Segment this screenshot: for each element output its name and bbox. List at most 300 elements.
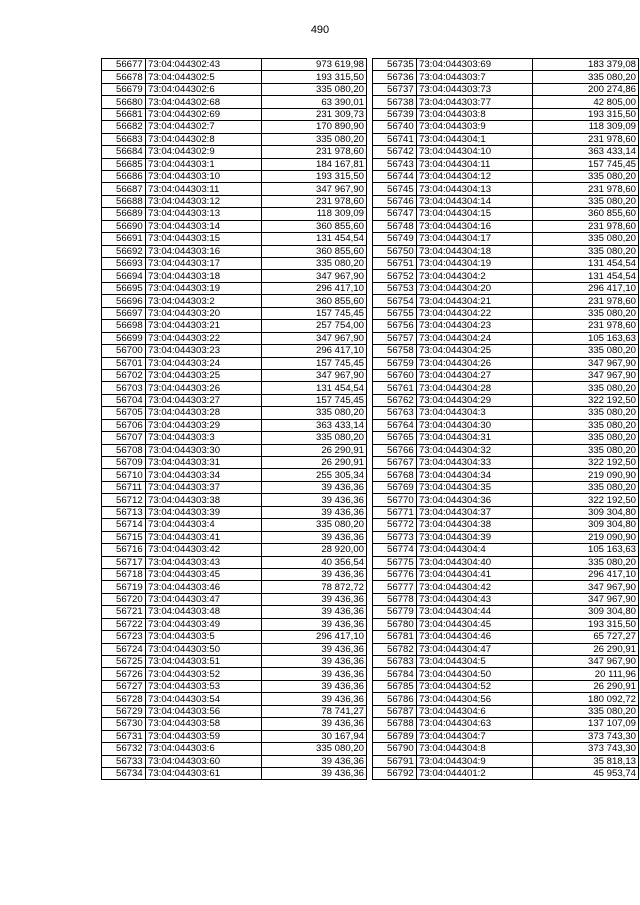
cadastral-number-cell: 73:04:044304:42 [417,581,533,593]
row-number-cell: 56712 [102,494,146,506]
cadastral-value-cell: 184 167,81 [262,158,367,170]
cadastral-value-cell: 20 111,96 [533,668,639,680]
cadastral-number-cell: 73:04:044304:27 [417,369,533,381]
table-row [373,631,639,643]
cadastral-value-cell: 335 080,20 [533,170,639,182]
row-number-cell: 56739 [373,108,417,120]
table-row [373,83,639,95]
land-value-table-right [372,58,639,780]
table-row [102,195,367,207]
cadastral-number-cell: 73:04:044304:17 [417,233,533,245]
cadastral-value-cell: 39 436,36 [262,618,367,630]
cadastral-number-cell: 73:04:044303:12 [146,195,262,207]
cadastral-number-cell: 73:04:044303:17 [146,258,262,270]
row-number-cell: 56703 [102,382,146,394]
table-row [102,146,367,158]
row-number-cell: 56710 [102,469,146,481]
table-row [373,245,639,257]
table-row [102,208,367,220]
cadastral-value-cell: 335 080,20 [533,195,639,207]
cadastral-number-cell: 73:04:044303:1 [146,158,262,170]
table-row [373,743,639,755]
table-row [373,183,639,195]
row-number-cell: 56754 [373,295,417,307]
cadastral-number-cell: 73:04:044303:37 [146,481,262,493]
row-number-cell: 56711 [102,481,146,493]
cadastral-number-cell: 73:04:044303:56 [146,705,262,717]
table-row [102,743,367,755]
row-number-cell: 56690 [102,220,146,232]
cadastral-number-cell: 73:04:044303:42 [146,544,262,556]
table-row [102,593,367,605]
row-number-cell: 56694 [102,270,146,282]
cadastral-number-cell: 73:04:044303:16 [146,245,262,257]
table-row [373,195,639,207]
cadastral-value-cell: 335 080,20 [262,743,367,755]
row-number-cell: 56679 [102,83,146,95]
cadastral-value-cell: 131 454,54 [533,270,639,282]
cadastral-number-cell: 73:04:044303:7 [417,71,533,83]
cadastral-number-cell: 73:04:044304:47 [417,643,533,655]
row-number-cell: 56708 [102,444,146,456]
table-row [102,556,367,568]
cadastral-value-cell: 63 390,01 [262,96,367,108]
cadastral-value-cell: 335 080,20 [533,345,639,357]
cadastral-number-cell: 73:04:044303:52 [146,668,262,680]
table-row [102,531,367,543]
cadastral-value-cell: 335 080,20 [533,481,639,493]
row-number-cell: 56774 [373,544,417,556]
row-number-cell: 56677 [102,59,146,71]
cadastral-value-cell: 39 436,36 [262,680,367,692]
cadastral-value-cell: 360 855,60 [262,220,367,232]
table-row [373,494,639,506]
cadastral-value-cell: 347 967,90 [262,183,367,195]
cadastral-number-cell: 73:04:044304:11 [417,158,533,170]
table-row [102,705,367,717]
table-row [373,357,639,369]
cadastral-value-cell: 193 315,50 [262,170,367,182]
row-number-cell: 56687 [102,183,146,195]
table-row [373,146,639,158]
cadastral-number-cell: 73:04:044304:15 [417,208,533,220]
table-row [102,320,367,332]
cadastral-number-cell: 73:04:044303:2 [146,295,262,307]
row-number-cell: 56770 [373,494,417,506]
cadastral-number-cell: 73:04:044302:8 [146,133,262,145]
cadastral-value-cell: 335 080,20 [533,71,639,83]
cadastral-value-cell: 335 080,20 [533,444,639,456]
row-number-cell: 56787 [373,705,417,717]
cadastral-number-cell: 73:04:044304:3 [417,407,533,419]
cadastral-value-cell: 347 967,90 [262,270,367,282]
cadastral-value-cell: 231 978,60 [533,295,639,307]
row-number-cell: 56728 [102,693,146,705]
table-row [102,656,367,668]
cadastral-value-cell: 335 080,20 [533,705,639,717]
table-row [373,258,639,270]
row-number-cell: 56719 [102,581,146,593]
cadastral-number-cell: 73:04:044303:4 [146,519,262,531]
cadastral-number-cell: 73:04:044304:9 [417,755,533,767]
cadastral-value-cell: 360 855,60 [262,295,367,307]
cadastral-number-cell: 73:04:044303:38 [146,494,262,506]
cadastral-number-cell: 73:04:044303:58 [146,718,262,730]
cadastral-value-cell: 296 417,10 [262,631,367,643]
cadastral-number-cell: 73:04:044304:25 [417,345,533,357]
cadastral-value-cell: 42 805,00 [533,96,639,108]
cadastral-number-cell: 73:04:044302:7 [146,121,262,133]
row-number-cell: 56730 [102,718,146,730]
table-row [373,220,639,232]
cadastral-value-cell: 296 417,10 [533,282,639,294]
table-row [373,668,639,680]
row-number-cell: 56779 [373,606,417,618]
cadastral-number-cell: 73:04:044304:32 [417,444,533,456]
cadastral-value-cell: 157 745,45 [262,357,367,369]
page-number: 490 [310,24,330,36]
row-number-cell: 56717 [102,556,146,568]
row-number-cell: 56789 [373,730,417,742]
row-number-cell: 56702 [102,369,146,381]
cadastral-number-cell: 73:04:044303:19 [146,282,262,294]
table-row [102,245,367,257]
cadastral-number-cell: 73:04:044304:37 [417,506,533,518]
cadastral-number-cell: 73:04:044304:30 [417,419,533,431]
cadastral-value-cell: 335 080,20 [262,258,367,270]
table-row [102,59,367,71]
cadastral-value-cell: 39 436,36 [262,593,367,605]
cadastral-number-cell: 73:04:044303:77 [417,96,533,108]
table-row [373,432,639,444]
cadastral-number-cell: 73:04:044303:23 [146,345,262,357]
cadastral-value-cell: 193 315,50 [533,108,639,120]
cadastral-value-cell: 183 379,08 [533,59,639,71]
cadastral-value-cell: 335 080,20 [533,245,639,257]
cadastral-number-cell: 73:04:044302:9 [146,146,262,158]
row-number-cell: 56745 [373,183,417,195]
table-row [102,108,367,120]
cadastral-value-cell: 131 454,54 [533,258,639,270]
cadastral-value-cell: 131 454,54 [262,382,367,394]
cadastral-number-cell: 73:04:044303:28 [146,407,262,419]
row-number-cell: 56760 [373,369,417,381]
cadastral-value-cell: 257 754,00 [262,320,367,332]
cadastral-number-cell: 73:04:044304:45 [417,618,533,630]
cadastral-number-cell: 73:04:044303:48 [146,606,262,618]
cadastral-number-cell: 73:04:044304:13 [417,183,533,195]
cadastral-value-cell: 335 080,20 [533,307,639,319]
table-row [373,282,639,294]
cadastral-number-cell: 73:04:044303:24 [146,357,262,369]
cadastral-number-cell: 73:04:044303:53 [146,680,262,692]
row-number-cell: 56738 [373,96,417,108]
cadastral-value-cell: 39 436,36 [262,767,367,779]
cadastral-number-cell: 73:04:044304:46 [417,631,533,643]
cadastral-number-cell: 73:04:044304:34 [417,469,533,481]
cadastral-number-cell: 73:04:044303:5 [146,631,262,643]
table-row [373,755,639,767]
row-number-cell: 56744 [373,170,417,182]
cadastral-value-cell: 296 417,10 [262,345,367,357]
table-row [102,133,367,145]
cadastral-value-cell: 39 436,36 [262,494,367,506]
row-number-cell: 56755 [373,307,417,319]
row-number-cell: 56716 [102,544,146,556]
cadastral-value-cell: 373 743,30 [533,730,639,742]
cadastral-number-cell: 73:04:044303:22 [146,332,262,344]
row-number-cell: 56707 [102,432,146,444]
table-row [373,718,639,730]
cadastral-value-cell: 309 304,80 [533,606,639,618]
cadastral-value-cell: 30 167,94 [262,730,367,742]
table-body-left [102,59,367,780]
cadastral-number-cell: 73:04:044303:11 [146,183,262,195]
row-number-cell: 56689 [102,208,146,220]
cadastral-number-cell: 73:04:044303:6 [146,743,262,755]
table-row [102,693,367,705]
cadastral-number-cell: 73:04:044304:36 [417,494,533,506]
cadastral-number-cell: 73:04:044304:18 [417,245,533,257]
cadastral-number-cell: 73:04:044304:35 [417,481,533,493]
row-number-cell: 56685 [102,158,146,170]
table-row [102,258,367,270]
cadastral-number-cell: 73:04:044304:4 [417,544,533,556]
cadastral-number-cell: 73:04:044304:28 [417,382,533,394]
row-number-cell: 56706 [102,419,146,431]
cadastral-value-cell: 373 743,30 [533,743,639,755]
row-number-cell: 56750 [373,245,417,257]
cadastral-number-cell: 73:04:044304:41 [417,568,533,580]
cadastral-value-cell: 65 727,27 [533,631,639,643]
table-row [102,544,367,556]
cadastral-number-cell: 73:04:044304:26 [417,357,533,369]
cadastral-value-cell: 39 436,36 [262,506,367,518]
cadastral-value-cell: 26 290,91 [533,643,639,655]
cadastral-number-cell: 73:04:044303:26 [146,382,262,394]
table-row [373,767,639,779]
table-row [102,419,367,431]
cadastral-value-cell: 131 454,54 [262,233,367,245]
row-number-cell: 56720 [102,593,146,605]
table-row [102,581,367,593]
cadastral-value-cell: 231 309,73 [262,108,367,120]
row-number-cell: 56686 [102,170,146,182]
row-number-cell: 56778 [373,593,417,605]
cadastral-value-cell: 296 417,10 [262,282,367,294]
table-row [102,680,367,692]
cadastral-value-cell: 255 305,34 [262,469,367,481]
table-row [373,394,639,406]
cadastral-number-cell: 73:04:044303:34 [146,469,262,481]
table-row [102,444,367,456]
row-number-cell: 56748 [373,220,417,232]
land-value-table-left [101,58,367,780]
table-row [102,457,367,469]
table-row [373,469,639,481]
cadastral-number-cell: 73:04:044304:2 [417,270,533,282]
cadastral-value-cell: 347 967,90 [262,332,367,344]
cadastral-number-cell: 73:04:044303:54 [146,693,262,705]
row-number-cell: 56763 [373,407,417,419]
row-number-cell: 56786 [373,693,417,705]
row-number-cell: 56767 [373,457,417,469]
table-row [102,568,367,580]
cadastral-value-cell: 335 080,20 [262,83,367,95]
cadastral-value-cell: 360 855,60 [262,245,367,257]
cadastral-value-cell: 309 304,80 [533,506,639,518]
cadastral-number-cell: 73:04:044303:69 [417,59,533,71]
row-number-cell: 56714 [102,519,146,531]
row-number-cell: 56762 [373,394,417,406]
cadastral-value-cell: 170 890,90 [262,121,367,133]
row-number-cell: 56692 [102,245,146,257]
row-number-cell: 56777 [373,581,417,593]
table-row [102,618,367,630]
cadastral-number-cell: 73:04:044303:30 [146,444,262,456]
cadastral-number-cell: 73:04:044304:6 [417,705,533,717]
row-number-cell: 56713 [102,506,146,518]
cadastral-number-cell: 73:04:044304:21 [417,295,533,307]
cadastral-value-cell: 347 967,90 [533,369,639,381]
table-row [373,581,639,593]
table-row [373,680,639,692]
cadastral-number-cell: 73:04:044304:22 [417,307,533,319]
table-row [102,158,367,170]
row-number-cell: 56773 [373,531,417,543]
row-number-cell: 56757 [373,332,417,344]
cadastral-value-cell: 105 163,63 [533,332,639,344]
row-number-cell: 56761 [373,382,417,394]
table-row [102,407,367,419]
cadastral-value-cell: 322 192,50 [533,494,639,506]
table-row [102,382,367,394]
cadastral-value-cell: 335 080,20 [262,407,367,419]
row-number-cell: 56784 [373,668,417,680]
cadastral-value-cell: 363 433,14 [262,419,367,431]
cadastral-number-cell: 73:04:044303:73 [417,83,533,95]
cadastral-value-cell: 335 080,20 [533,233,639,245]
table-row [102,469,367,481]
table-row [102,220,367,232]
table-row [373,643,639,655]
row-number-cell: 56759 [373,357,417,369]
table-row [373,419,639,431]
cadastral-value-cell: 322 192,50 [533,457,639,469]
row-number-cell: 56752 [373,270,417,282]
table-row [373,444,639,456]
cadastral-number-cell: 73:04:044304:43 [417,593,533,605]
row-number-cell: 56783 [373,656,417,668]
table-row [373,593,639,605]
cadastral-number-cell: 73:04:044304:33 [417,457,533,469]
cadastral-number-cell: 73:04:044303:14 [146,220,262,232]
row-number-cell: 56722 [102,618,146,630]
cadastral-value-cell: 193 315,50 [262,71,367,83]
row-number-cell: 56776 [373,568,417,580]
cadastral-value-cell: 200 274,86 [533,83,639,95]
cadastral-value-cell: 335 080,20 [533,556,639,568]
cadastral-value-cell: 347 967,90 [533,656,639,668]
cadastral-number-cell: 73:04:044303:39 [146,506,262,518]
table-row [102,730,367,742]
row-number-cell: 56782 [373,643,417,655]
row-number-cell: 56698 [102,320,146,332]
row-number-cell: 56724 [102,643,146,655]
table-row [373,606,639,618]
table-row [102,121,367,133]
row-number-cell: 56785 [373,680,417,692]
cadastral-value-cell: 39 436,36 [262,718,367,730]
row-number-cell: 56723 [102,631,146,643]
cadastral-number-cell: 73:04:044302:6 [146,83,262,95]
cadastral-value-cell: 157 745,45 [533,158,639,170]
table-row [102,668,367,680]
cadastral-value-cell: 335 080,20 [262,519,367,531]
cadastral-value-cell: 26 290,91 [533,680,639,692]
cadastral-number-cell: 73:04:044303:15 [146,233,262,245]
cadastral-value-cell: 193 315,50 [533,618,639,630]
cadastral-value-cell: 39 436,36 [262,643,367,655]
cadastral-number-cell: 73:04:044303:21 [146,320,262,332]
cadastral-number-cell: 73:04:044303:46 [146,581,262,593]
cadastral-number-cell: 73:04:044304:63 [417,718,533,730]
cadastral-value-cell: 26 290,91 [262,444,367,456]
row-number-cell: 56718 [102,568,146,580]
cadastral-value-cell: 40 356,54 [262,556,367,568]
table-row [373,332,639,344]
row-number-cell: 56769 [373,481,417,493]
cadastral-number-cell: 73:04:044303:3 [146,432,262,444]
cadastral-value-cell: 363 433,14 [533,146,639,158]
row-number-cell: 56768 [373,469,417,481]
row-number-cell: 56737 [373,83,417,95]
table-row [102,432,367,444]
row-number-cell: 56678 [102,71,146,83]
table-row [102,767,367,779]
row-number-cell: 56753 [373,282,417,294]
table-row [373,730,639,742]
table-row [102,332,367,344]
table-row [102,282,367,294]
table-row [373,519,639,531]
table-row [102,295,367,307]
cadastral-number-cell: 73:04:044304:7 [417,730,533,742]
cadastral-value-cell: 335 080,20 [533,407,639,419]
cadastral-number-cell: 73:04:044303:29 [146,419,262,431]
table-row [102,481,367,493]
cadastral-number-cell: 73:04:044303:49 [146,618,262,630]
table-row [373,693,639,705]
cadastral-number-cell: 73:04:044303:27 [146,394,262,406]
cadastral-value-cell: 347 967,90 [533,581,639,593]
cadastral-value-cell: 335 080,20 [533,419,639,431]
cadastral-number-cell: 73:04:044303:47 [146,593,262,605]
row-number-cell: 56758 [373,345,417,357]
row-number-cell: 56749 [373,233,417,245]
row-number-cell: 56680 [102,96,146,108]
cadastral-number-cell: 73:04:044303:8 [417,108,533,120]
cadastral-number-cell: 73:04:044303:51 [146,656,262,668]
cadastral-number-cell: 73:04:044304:52 [417,680,533,692]
table-row [102,755,367,767]
row-number-cell: 56693 [102,258,146,270]
table-row [373,133,639,145]
cadastral-number-cell: 73:04:044304:31 [417,432,533,444]
table-row [102,357,367,369]
cadastral-number-cell: 73:04:044304:44 [417,606,533,618]
table-row [373,556,639,568]
